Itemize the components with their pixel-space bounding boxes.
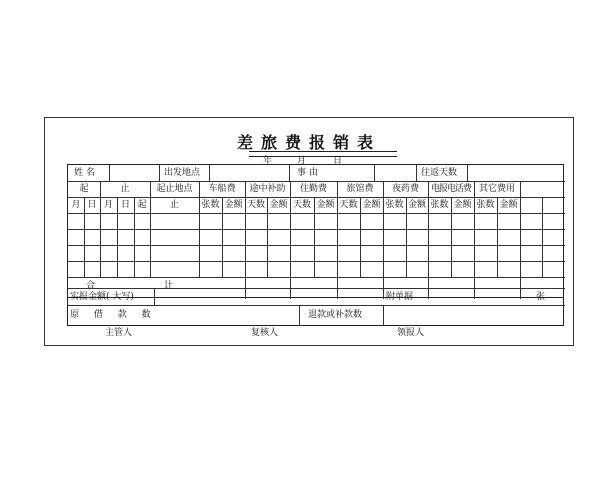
sub-amount: 金额 xyxy=(407,200,426,210)
sub-day-start: 日 xyxy=(87,200,97,210)
receiver-label: 领报人 xyxy=(397,328,425,338)
col-line xyxy=(154,288,155,305)
sub-days: 天数 xyxy=(292,200,311,210)
depart-place-label: 出发地点 xyxy=(164,168,201,178)
col-line xyxy=(383,181,384,299)
header-hotel-fee: 旅馆费 xyxy=(346,184,374,194)
actual-amount-label: 实报金额( 大写) xyxy=(70,292,134,302)
header-start: 起 xyxy=(79,184,89,194)
col-line xyxy=(520,181,521,299)
sub-count: 张数 xyxy=(385,200,404,210)
col-line xyxy=(109,165,110,181)
header-end: 止 xyxy=(120,184,130,194)
row-line xyxy=(68,261,565,262)
row-line xyxy=(68,245,565,246)
row-line xyxy=(68,305,565,306)
header-travel-allowance: 途中补助 xyxy=(249,184,286,194)
col-line xyxy=(209,165,210,181)
col-line xyxy=(299,305,300,326)
sub-from: 起 xyxy=(137,200,147,210)
reimbursement-form xyxy=(44,117,574,346)
date-day-label: 日 xyxy=(333,156,343,166)
sub-amount: 金额 xyxy=(453,200,472,210)
col-line xyxy=(289,165,290,181)
sub-amount: 金额 xyxy=(224,200,243,210)
col-line xyxy=(474,181,475,299)
header-route: 起止地点 xyxy=(156,184,193,194)
sub-amount: 金额 xyxy=(362,200,381,210)
col-line xyxy=(159,165,160,181)
header-transport-fee: 车船费 xyxy=(208,184,236,194)
col-line xyxy=(374,165,375,181)
sub-amount: 金额 xyxy=(499,200,518,210)
sub-month-start: 月 xyxy=(71,200,81,210)
col-line xyxy=(245,181,246,299)
supervisor-label: 主管人 xyxy=(105,328,133,338)
header-telecom-fee: 电报电话费 xyxy=(430,184,471,194)
sub-count: 张数 xyxy=(430,200,449,210)
col-line xyxy=(383,305,384,326)
col-line xyxy=(290,181,291,299)
matter-label: 事 由 xyxy=(297,168,318,178)
header-stay-fee: 住勤费 xyxy=(299,184,327,194)
col-line xyxy=(150,181,151,277)
sub-days: 天数 xyxy=(339,200,358,210)
sub-to: 止 xyxy=(169,200,179,210)
row-line xyxy=(68,181,565,182)
col-line xyxy=(467,165,468,181)
sub-amount: 金额 xyxy=(316,200,335,210)
row-line xyxy=(68,277,565,278)
sub-count: 张数 xyxy=(201,200,220,210)
date-year-label: 年 xyxy=(263,156,273,166)
row-line xyxy=(68,197,565,198)
reviewer-label: 复核人 xyxy=(251,328,279,338)
header-medicine-fee: 夜药费 xyxy=(391,184,419,194)
sub-days: 天数 xyxy=(246,200,265,210)
col-line xyxy=(199,181,200,277)
col-line xyxy=(337,181,338,299)
total-ji: 计 xyxy=(164,281,174,291)
col-line xyxy=(428,181,429,299)
expense-grid xyxy=(67,164,564,298)
row-line xyxy=(68,213,565,214)
col-line xyxy=(100,181,101,277)
refund-label: 退款或补款数 xyxy=(308,310,363,320)
sub-count: 张数 xyxy=(476,200,495,210)
total-he: 合 xyxy=(86,281,96,291)
col-line xyxy=(542,197,543,277)
name-label: 姓 名 xyxy=(74,168,95,178)
sub-amount: 金额 xyxy=(269,200,288,210)
header-other-fee: 其它费用 xyxy=(478,184,515,194)
attachments-label: 附单据 xyxy=(386,292,414,302)
attachments-unit: 张 xyxy=(536,292,546,302)
loan-label: 原 借 款 数 xyxy=(70,310,157,320)
form-title: 差旅费报销表 xyxy=(236,133,381,152)
sub-month-end: 月 xyxy=(103,200,113,210)
date-month-label: 月 xyxy=(297,156,307,166)
sub-day-end: 日 xyxy=(120,200,130,210)
row-line xyxy=(68,288,565,289)
summary-rows xyxy=(67,288,564,326)
col-line xyxy=(416,165,417,181)
row-line xyxy=(68,229,565,230)
days-round-label: 往返天数 xyxy=(421,168,458,178)
